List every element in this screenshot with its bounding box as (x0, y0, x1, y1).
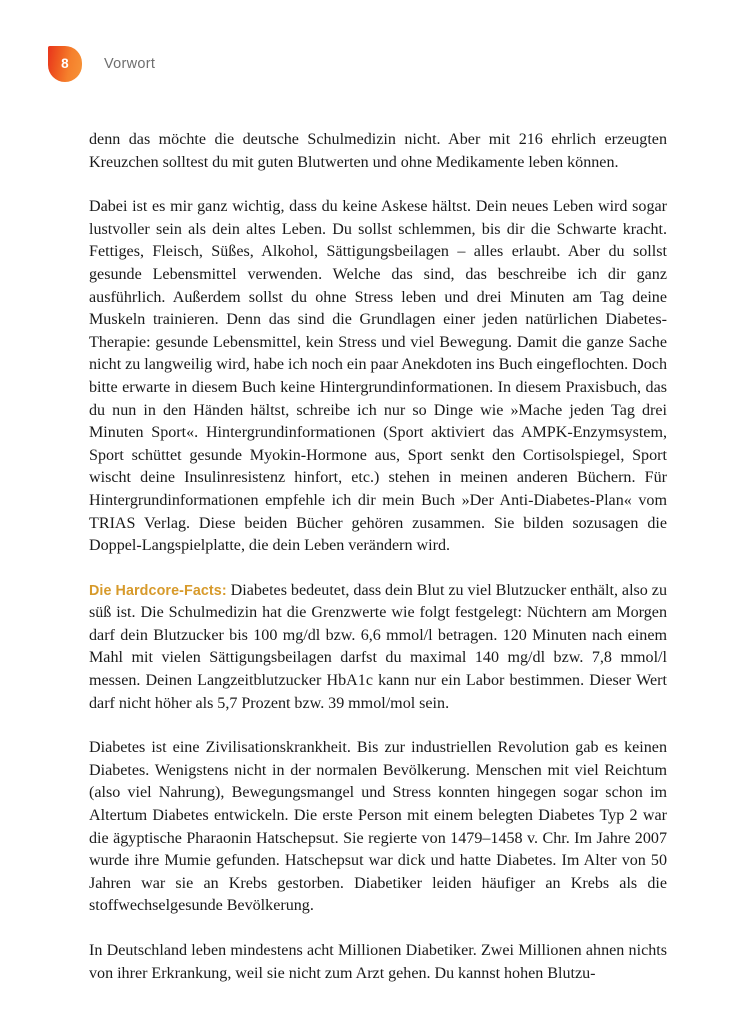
page-number-badge: 8 (48, 46, 82, 82)
paragraph-hardcore-facts (89, 580, 667, 716)
hardcore-facts-body: Diabetes bedeutet, dass dein Blut zu viel Blutzucker enthält, also zu süß ist. Die Schulmedizin hat die Grenzwerte wie folgt festgelegt: Nüchtern am Morgen darf dein Blutzucker bis 100 mg/dl bzw. 6,6 mmol/l betragen. 120 Minuten nach einem Mahl mit vielen Sättigungsbeilagen darfst du maximal 140 mg/dl bzw. 7,8 mmol/l messen. Deinen Langzeitblutzucker HbA1c kann nur ein Labor bestimmen. Dieser Wert darf nicht höher als 5,7 Prozent bzw. 39 mmol/mol sein. (89, 581, 667, 712)
paragraph-askese: Dabei ist es mir ganz wichtig, dass du keine Askese hältst. Dein neues Leben wird sogar lustvoller sein als dein altes Leben. Du sollst schlemmen, bis dir die Schwarte kracht. Fettiges, Fleisch, Süßes, Alkohol, Sättigungsbeilagen – alles erlaubt. Aber du sollst gesunde Lebensmittel verwenden. Welche das sind, das beschreibe ich dir ganz ausführlich. Außerdem sollst du ohne Stress leben und drei Minuten am Tag deine Muskeln trainieren. Denn das sind die Grundlagen einer jeden natürlichen Diabetes-Therapie: gesunde Lebensmittel, kein Stress und viel Bewegung. Damit die ganze Sache nicht zu langweilig wird, habe ich noch ein paar Anekdoten ins Buch eingeflochten. Doch bitte erwarte in diesem Buch keine Hintergrundinformationen. In diesem Praxisbuch, das du nun in den Händen hältst, schreibe ich nur so Dinge wie »Mache jeden Tag drei Minuten Sport«. Hintergrundinformationen (Sport aktiviert das AMPK-Enzymsystem, Sport schüttet gesunde Myokin-Hormone aus, Sport senkt den Cortisolspiegel, Sport wischt deine Insulinresistenz hinfort, etc.) stehen in meinen anderen Büchern. Für Hintergrundinformationen empfehle ich dir mein Buch »Der Anti-Diabetes-Plan« vom TRIAS Verlag. Diese beiden Bücher gehören zusammen. Sie bilden sozusagen die Doppel-Langspielplatte, die dein Leben verändern wird. (89, 198, 667, 555)
body-text-block (89, 129, 667, 985)
running-title: Vorwort (104, 56, 156, 72)
paragraph-deutschland: In Deutschland leben mindestens acht Millionen Diabetiker. Zwei Millionen ahnen nichts von ihrer Erkrankung, weil sie nicht zum Arzt gehen. Du kannst hohen Blutzu- (89, 942, 667, 982)
running-header (48, 46, 155, 82)
paragraph-schulmedizin: denn das möchte die deutsche Schulmedizin nicht. Aber mit 216 ehrlich erzeugten Kreuzchen solltest du mit guten Blutwerten und ohne Medikamente leben können. (89, 131, 667, 171)
paragraph-zivilisationskrankheit: Diabetes ist eine Zivilisationskrankheit. Bis zur industriellen Revolution gab es keinen Diabetes. Wenigstens nicht in der normalen Bevölkerung. Menschen mit viel Reichtum (also viel Nahrung), Bewegungsmangel und Stress konnten hingegen sogar schon im Altertum Diabetes entwickeln. Die erste Person mit einem belegten Diabetes Typ 2 war die ägyptische Pharaonin Hatschepsut. Sie regierte von 1479–1458 v. Chr. Im Jahre 2007 wurde ihre Mumie gefunden. Hatschepsut war dick und hatte Diabetes. Im Alter von 50 Jahren war sie an Krebs gestorben. Diabetiker leiden häufiger an Krebs als die stoffwechselgesunde Bevölkerung. (89, 739, 667, 915)
hardcore-facts-lead-in: Die Hardcore-Facts: (89, 582, 227, 599)
